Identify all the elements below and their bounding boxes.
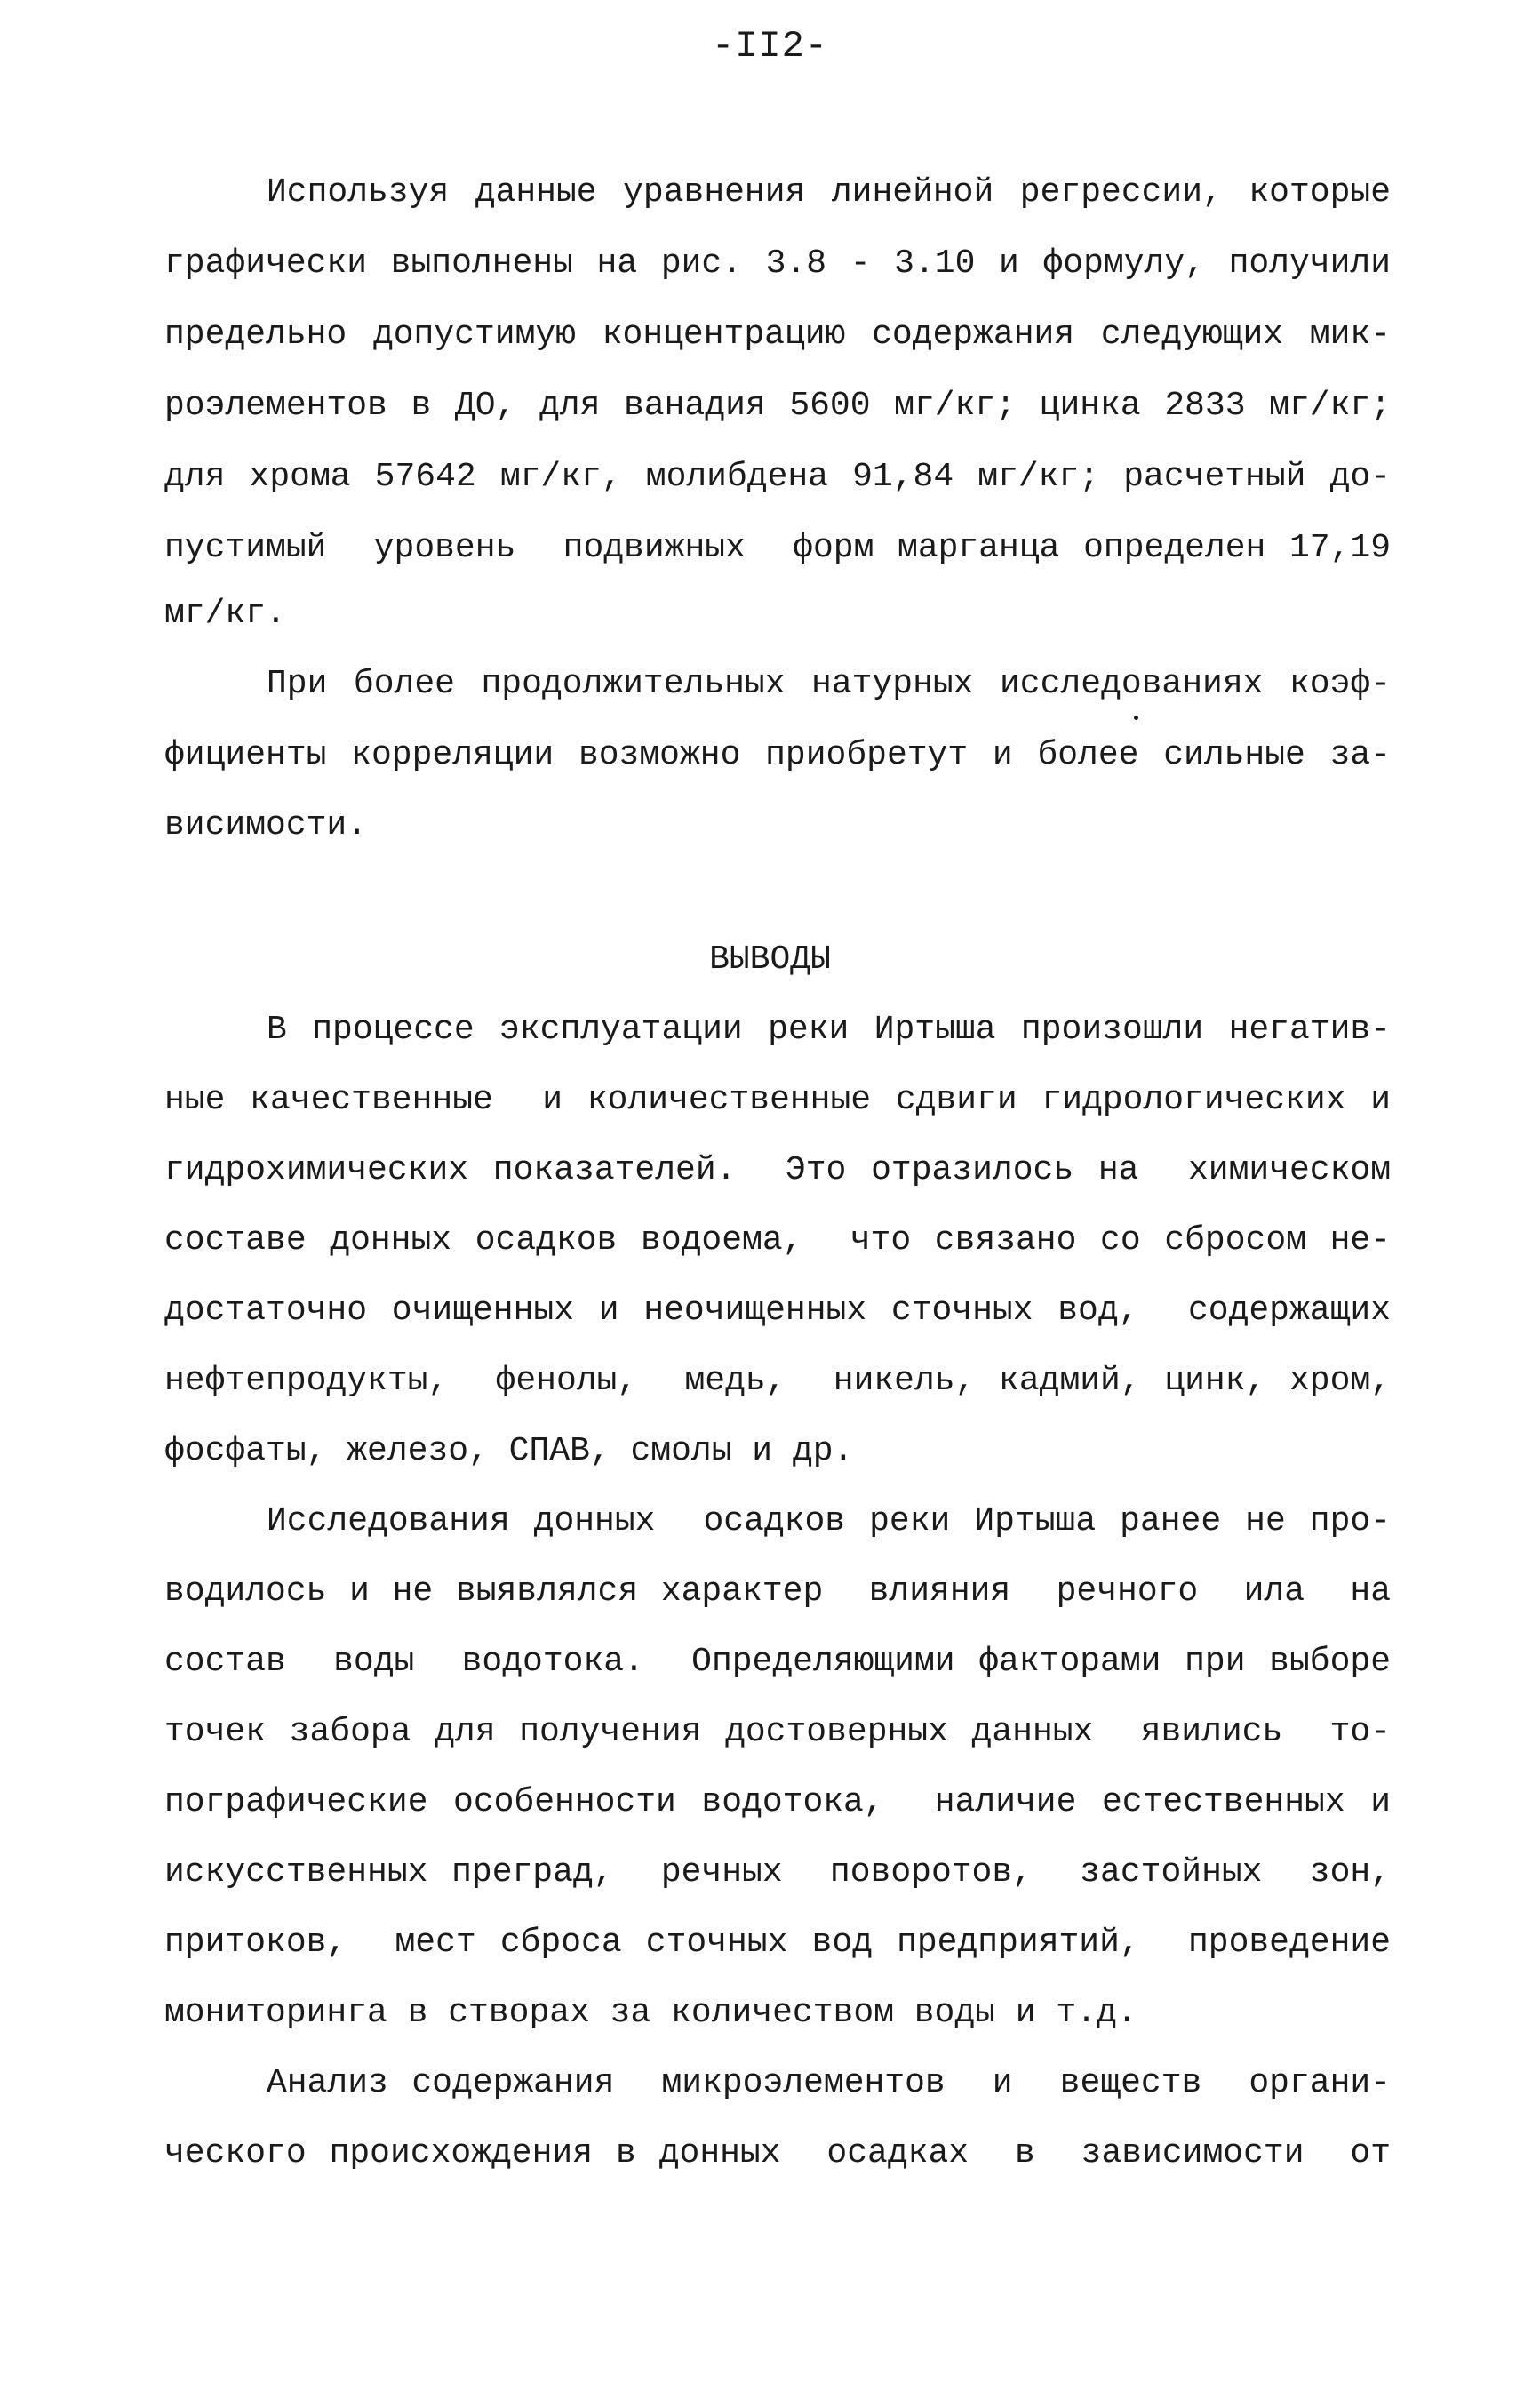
text-line: гидрохимических показателей. Это отразилось на химическом <box>164 1151 1391 1189</box>
text-line: висимости. <box>164 806 368 844</box>
text-line: В процессе эксплуатации реки Иртыша произошли негатив- <box>267 1011 1391 1049</box>
text-line: мг/кг. <box>164 595 286 633</box>
text-line: Используя данные уравнения линейной регрессии, которые <box>267 173 1391 212</box>
speck-mark <box>1134 716 1138 720</box>
text-line: водилось и не выявлялся характер влияния речного ила на <box>164 1572 1391 1611</box>
text-line: составе донных осадков водоема, что связано со сбросом не- <box>164 1221 1391 1260</box>
text-line: нефтепродукты, фенолы, медь, никель, кадмий, цинк, хром, <box>164 1362 1391 1400</box>
text-line: достаточно очищенных и неочищенных сточных вод, содержащих <box>164 1292 1391 1330</box>
text-line: ные качественные и количественные сдвиги гидрологических и <box>164 1081 1391 1119</box>
text-line: искусственных преград, речных поворотов, застойных зон, <box>164 1853 1391 1892</box>
text-line: Исследования донных осадков реки Иртыша ранее не про- <box>267 1502 1391 1540</box>
text-line: пустимый уровень подвижных форм марганца определен 17,19 <box>164 529 1391 567</box>
page-number: -II2- <box>711 25 829 68</box>
text-line: состав воды водотока. Определяющими факторами при выборе <box>164 1643 1391 1681</box>
text-line: фициенты корреляции возможно приобретут и более сильные за- <box>164 736 1391 774</box>
text-line: роэлементов в ДО, для ванадия 5600 мг/кг; цинка 2833 мг/кг; <box>164 387 1391 425</box>
text-line: предельно допустимую концентрацию содержания следующих мик- <box>164 316 1391 354</box>
text-line: точек забора для получения достоверных данных явились то- <box>164 1713 1391 1751</box>
section-heading: ВЫВОДЫ <box>709 940 831 979</box>
text-line: мониторинга в створах за количеством воды и т.д. <box>164 1994 1137 2032</box>
text-line: графически выполнены на рис. 3.8 - 3.10 и формулу, получили <box>164 244 1391 283</box>
text-line: фосфаты, железо, СПАВ, смолы и др. <box>164 1432 854 1470</box>
text-line: При более продолжительных натурных исследованиях коэф- <box>267 665 1391 703</box>
text-line: Анализ содержания микроэлементов и веществ органи- <box>267 2064 1391 2102</box>
text-line: для хрома 57642 мг/кг, молибдена 91,84 мг/кг; расчетный до- <box>164 458 1391 496</box>
text-line: притоков, мест сброса сточных вод предприятий, проведение <box>164 1924 1391 1962</box>
text-line: пографические особенности водотока, наличие естественных и <box>164 1783 1391 1821</box>
text-line: ческого происхождения в донных осадках в зависимости от <box>164 2134 1391 2172</box>
